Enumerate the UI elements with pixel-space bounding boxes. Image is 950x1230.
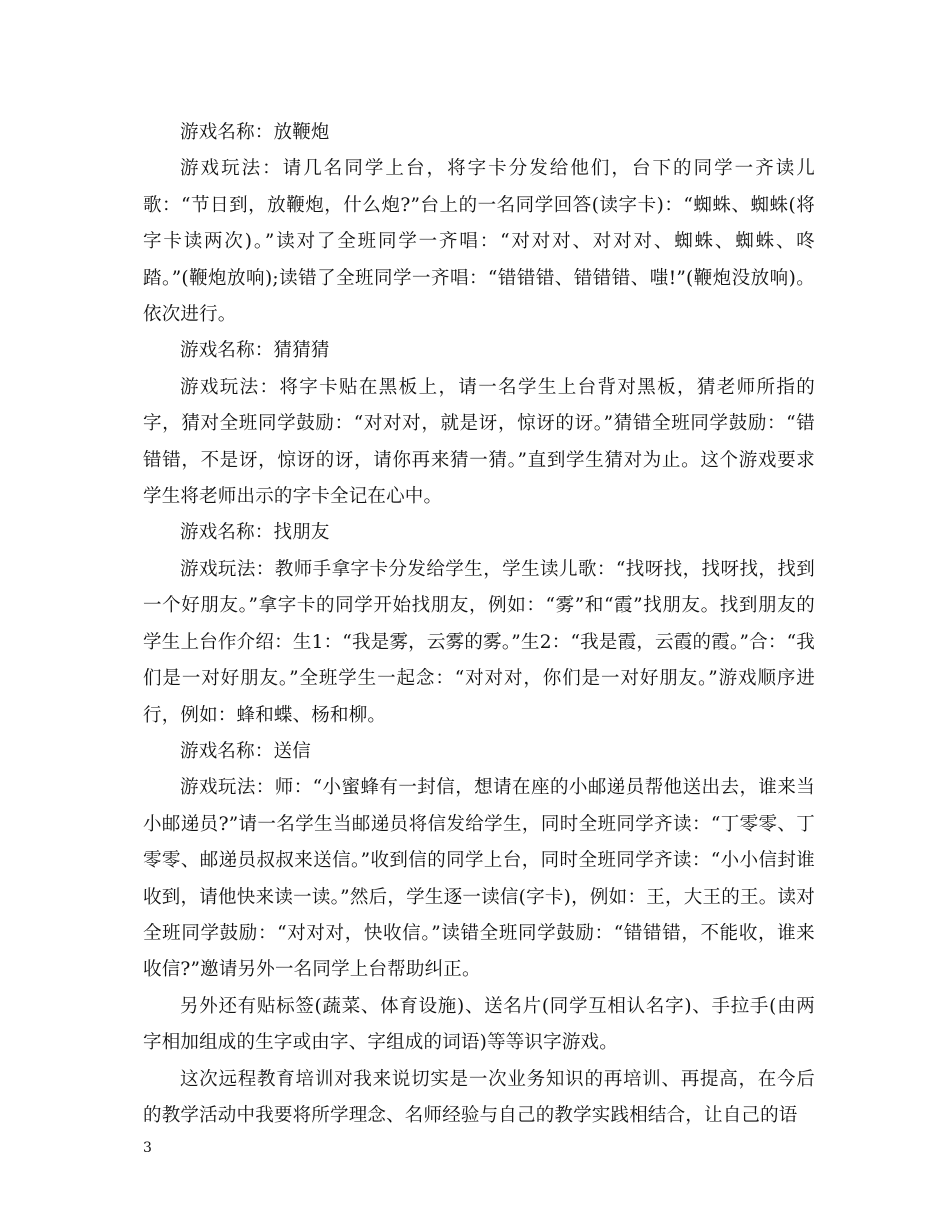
game-title-guess: 游戏名称：猜猜猜 <box>180 340 330 362</box>
game-title-send-letter: 游戏名称：送信 <box>180 740 311 762</box>
game-rules-send-letter: 游戏玩法：师：“小蜜蜂有一封信，想请在座的小邮递员帮他送出去，谁来当小邮递员?”请一名学生当邮递员将信发给学生，同时全班同学齐读：“丁零零、丁零零、邮递员叔叔来送信。”收到信的同学上台，同时全班同学齐读：“小小信封谁收到，请他快来读一读。”然后，学生逐一读信(字卡)，例如：王，大王的王。读对全班同学鼓励：“对对对，快收信。”读错全班同学鼓励：“错错错，不能收，谁来收信?”邀请另外一名同学上台帮助纠正。 <box>143 777 815 981</box>
game-title-find-friends: 游戏名称：找朋友 <box>180 522 330 544</box>
other-games-paragraph: 另外还有贴标签(蔬菜、体育设施)、送名片(同学互相认名字)、手拉手(由两字相加组成的生字或由字、字组成的词语)等等识字游戏。 <box>143 995 815 1054</box>
page-number: 3 <box>143 1140 152 1156</box>
game-title-firecracker: 游戏名称：放鞭炮 <box>180 122 330 143</box>
game-rules-find-friends: 游戏玩法：教师手拿字卡分发给学生，学生读儿歌：“找呀找，找呀找，找到一个好朋友。”拿字卡的同学开始找朋友，例如：“雾”和“霞”找朋友。找到朋友的学生上台作介绍：生1：“我是雾，云雾的雾。”生2：“我是霞，云霞的霞。”合：“我们是一对好朋友。”全班学生一起念：“对对对，你们是一对好朋友。”游戏顺序进行，例如：蜂和蝶、杨和柳。 <box>143 558 815 726</box>
body-text <box>143 115 815 1134</box>
training-reflection-paragraph: 这次远程教育培训对我来说切实是一次业务知识的再培训、再提高，在今后的教学活动中我要将所学理念、名师经验与自己的教学实践相结合，让自己的语 <box>143 1068 815 1126</box>
game-rules-firecracker: 游戏玩法：请几名同学上台，将字卡分发给他们，台下的同学一齐读儿歌：“节日到，放鞭炮，什么炮?”台上的一名同学回答(读字卡)：“蜘蛛、蜘蛛(将字卡读两次)。”读对了全班同学一齐唱：“对对对、对对对、蜘蛛、蜘蛛、咚踏。”(鞭炮放响);读错了全班同学一齐唱：“错错错、错错错、嗤!”(鞭炮没放响)。依次进行。 <box>143 158 815 326</box>
game-rules-guess: 游戏玩法：将字卡贴在黑板上，请一名学生上台背对黑板，猜老师所指的字，猜对全班同学鼓励：“对对对，就是讶，惊讶的讶。”猜错全班同学鼓励：“错错错，不是讶，惊讶的讶，请你再来猜一猜。”直到学生猜对为止。这个游戏要求学生将老师出示的字卡全记在心中。 <box>143 376 815 508</box>
